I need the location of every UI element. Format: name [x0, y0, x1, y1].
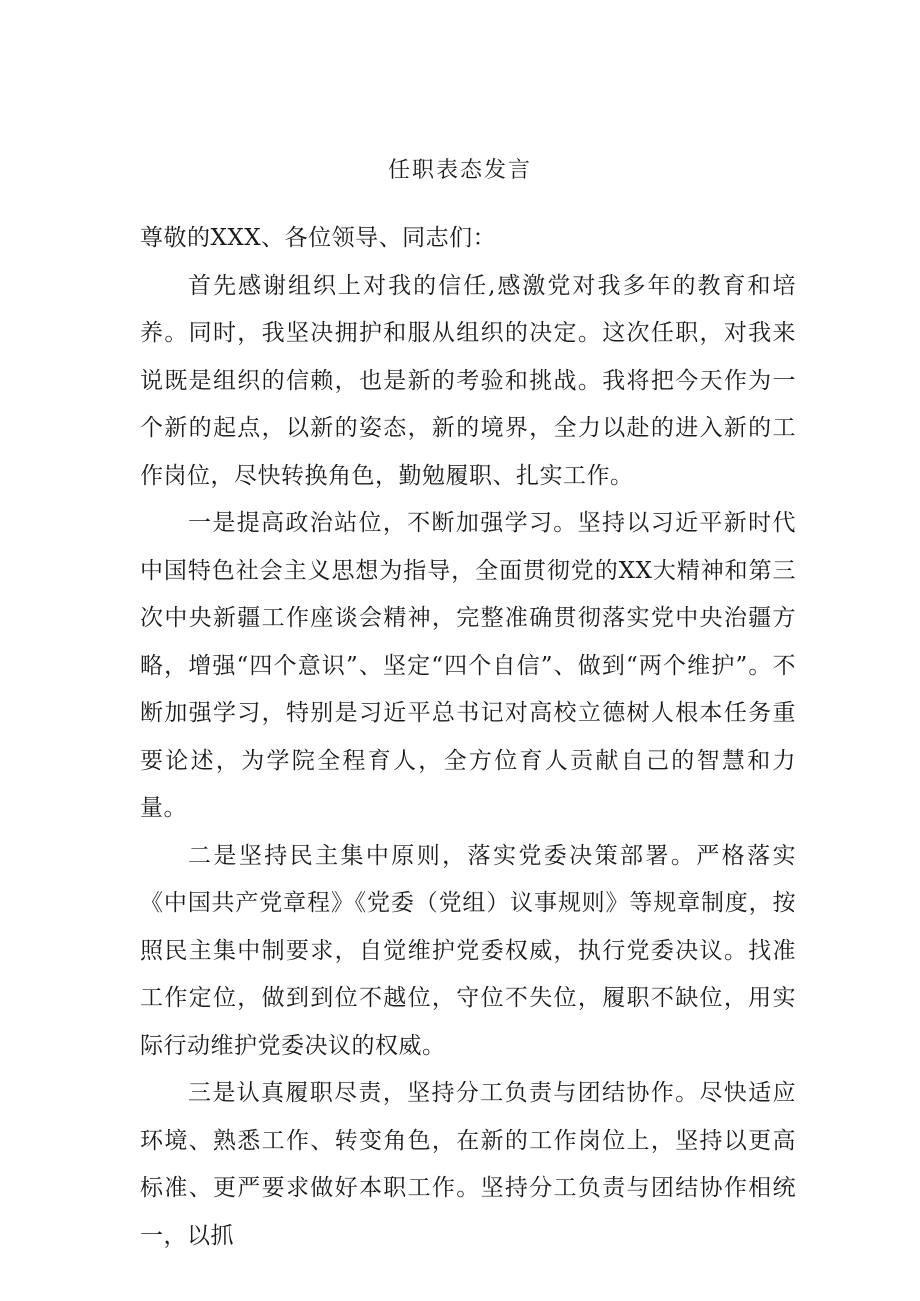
salutation: 尊敬的XXX、各位领导、同志们：	[140, 225, 497, 251]
paragraph-intro: 首先感谢组织上对我的信任,感激党对我多年的教育和培养。同时，我坚决拥护和服从组织的决定。这次任职，对我来说既是组织的信赖，也是新的考验和挑战。我将把今天作为一个新的起点，以新的姿态，新的境界，全力以赴的进入新的工作岗位，尽快转换角色，勤勉履职、扎实工作。	[140, 272, 796, 489]
document-title: 任职表态发言	[387, 158, 532, 183]
paragraph-point-two: 二是坚持民主集中原则，落实党委决策部署。严格落实《中国共产党章程》《党委（党组）议事规则》等规章制度，按照民主集中制要求，自觉维护党委权威，执行党委决议。找准工作定位，做到到位不越位，守位不失位，履职不缺位，用实际行动维护党委决议的权威。	[140, 842, 796, 1059]
paragraph-point-three: 三是认真履职尽责，坚持分工负责与团结协作。尽快适应环境、熟悉工作、转变角色，在新的工作岗位上，坚持以更高标准、更严要求做好本职工作。坚持分工负责与团结协作相统一，以抓	[140, 1080, 796, 1249]
paragraph-point-one: 一是提高政治站位，不断加强学习。坚持以习近平新时代中国特色社会主义思想为指导，全面贯彻党的XX大精神和第三次中央新疆工作座谈会精神，完整准确贯彻落实党中央治疆方略，增强“四个意识”、坚定“四个自信”、做到“两个维护”。不断加强学习，特别是习近平总书记对高校立德树人根本任务重要论述，为学院全程育人，全方位育人贡献自己的智慧和力量。	[140, 510, 796, 821]
document-body	[140, 215, 796, 1260]
